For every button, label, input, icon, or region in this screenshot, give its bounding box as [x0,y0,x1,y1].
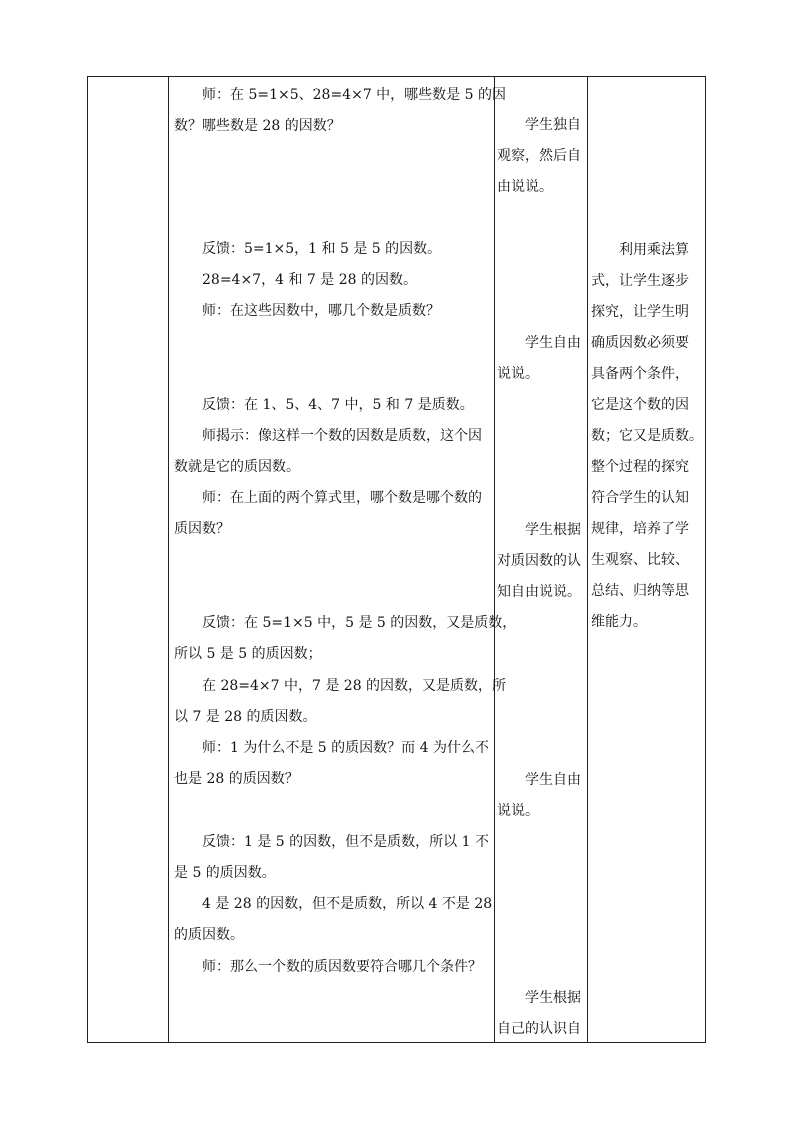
note-text-line: 整个过程的探究 [591,459,689,475]
note-text-line: 总结、归纳等思 [591,583,689,599]
teaching-process-cell [168,77,517,1042]
student-text-line: 由说说。 [497,179,553,195]
lesson-table [87,76,706,1043]
text-line: 反馈：5=1×5，1 和 5 是 5 的因数。 [202,241,442,257]
text-line: 师：那么一个数的质因数要符合哪几个条件？ [202,959,482,975]
text-line: 师揭示：像这样一个数的因数是质数，这个因 [202,428,482,444]
student-text-line: 说说。 [497,366,539,382]
student-text-line: 说说。 [497,803,539,819]
student-text-line: 学生自由 [525,335,581,351]
empty-left-cell [88,77,168,1042]
text-line: 反馈：在 5=1×5 中，5 是 5 的因数，又是质数， [202,615,517,631]
text-line: 质因数？ [174,521,230,537]
text-line: 以 7 是 28 的质因数。 [174,709,317,725]
text-line: 也是 28 的质因数？ [174,771,299,787]
text-line: 反馈：1 是 5 的因数，但不是质数，所以 1 不 [202,834,489,850]
note-text-line: 符合学生的认知 [591,490,689,506]
student-text-line: 对质因数的认 [497,553,581,569]
text-line: 反馈：在 1、5、4、7 中，5 和 7 是质数。 [202,397,474,413]
note-text-line: 它是这个数的因 [591,397,689,413]
note-text-line: 维能力。 [591,614,647,630]
text-line: 师：在上面的两个算式里，哪个数是哪个数的 [202,490,482,506]
design-intent-cell [587,77,707,1042]
note-text-line: 生观察、比较、 [591,552,689,568]
student-text-line: 学生自由 [525,772,581,788]
student-text-line: 学生独自 [525,117,581,133]
text-line: 在 28=4×7 中，7 是 28 的因数，又是质数，所 [202,678,507,694]
student-text-line: 自己的认识自 [497,1021,581,1037]
student-text-line: 知自由说说。 [497,584,581,600]
student-text-line: 学生根据 [525,522,581,538]
student-activity-cell [494,77,587,1042]
note-text-line: 具备两个条件， [591,366,689,382]
text-line: 所以 5 是 5 的质因数； [174,646,322,662]
note-text-line: 数；它又是质数。 [591,428,703,444]
text-line: 4 是 28 的因数，但不是质数，所以 4 不是 28 [202,896,493,912]
text-line: 数就是它的质因数。 [174,459,300,475]
text-line: 28=4×7，4 和 7 是 28 的因数。 [202,272,417,288]
note-text-line: 式，让学生逐步 [591,273,689,289]
student-text-line: 观察，然后自 [497,148,581,164]
text-line: 是 5 的质因数。 [174,865,276,881]
text-line: 数？哪些数是 28 的因数？ [174,118,341,134]
text-line: 师：1 为什么不是 5 的质因数？而 4 为什么不 [202,740,489,756]
note-text-line: 利用乘法算 [619,242,689,258]
note-text-line: 确质因数必须要 [591,335,689,351]
student-text-line: 学生根据 [525,990,581,1006]
note-text-line: 探究，让学生明 [591,304,689,320]
text-line: 师：在 5=1×5、28=4×7 中，哪些数是 5 的因 [202,87,506,103]
text-line: 的质因数。 [174,927,244,943]
text-line: 师：在这些因数中，哪几个数是质数？ [202,303,440,319]
note-text-line: 规律，培养了学 [591,521,689,537]
